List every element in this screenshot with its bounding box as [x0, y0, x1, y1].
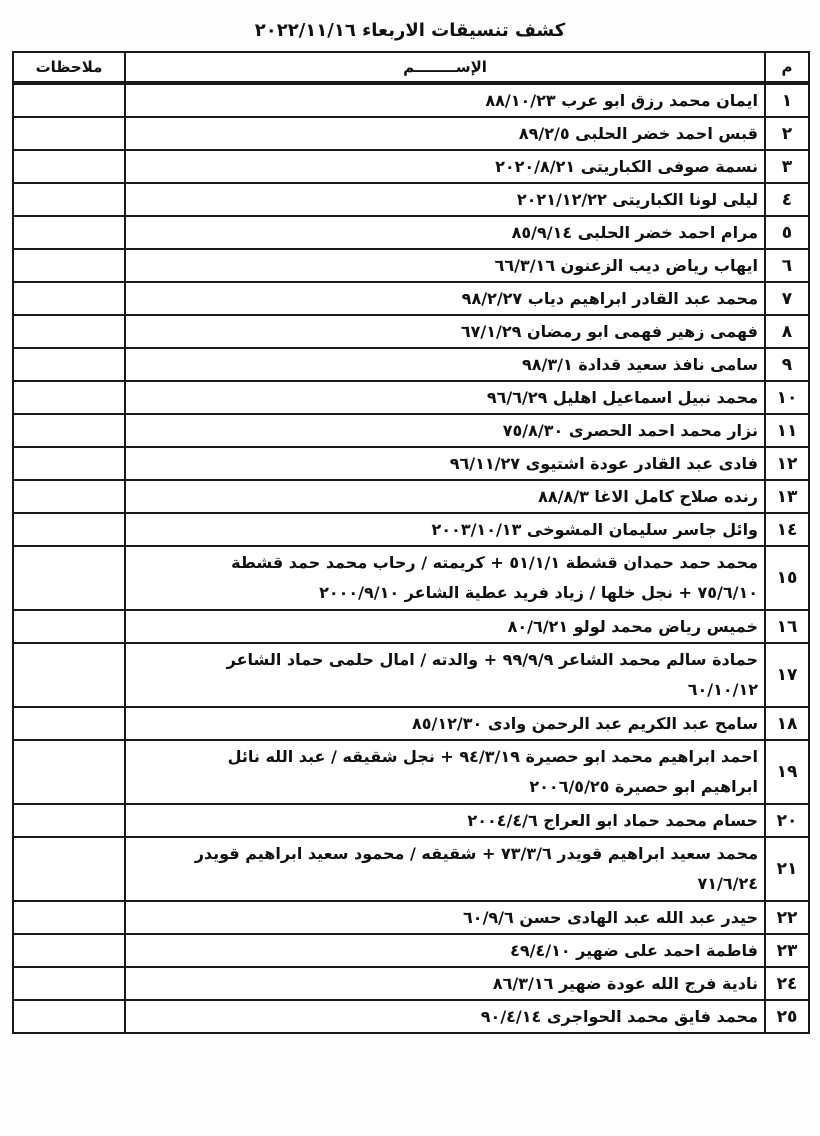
row-number: ٦ [765, 249, 809, 282]
table-row [13, 837, 809, 901]
table-row [13, 216, 809, 249]
row-notes [13, 513, 125, 546]
row-notes [13, 216, 125, 249]
row-number: ٧ [765, 282, 809, 315]
name-line: ايهاب رياض ديب الزعنون ٦٦/٣/١٦ [494, 255, 758, 275]
name-line: ليلى لونا الكباريتى ٢٠٢١/١٢/٢٢ [516, 189, 758, 209]
row-notes [13, 249, 125, 282]
row-name [125, 447, 765, 480]
row-number: ٥ [765, 216, 809, 249]
row-notes [13, 117, 125, 150]
row-notes [13, 315, 125, 348]
table-row [13, 546, 809, 610]
name-line: خميس رياض محمد لولو ٨٠/٦/٢١ [507, 616, 758, 636]
row-notes [13, 348, 125, 381]
row-name [125, 216, 765, 249]
table-row [13, 934, 809, 967]
name-line: ٧١/٦/٢٤ [697, 874, 758, 893]
row-notes [13, 183, 125, 216]
name-line: نسمة صوفى الكباريتى ٢٠٢٠/٨/٢١ [495, 156, 758, 176]
name-line: محمد حمد حمدان قشطة ٥١/١/١ + كريمته / رحاب محمد حمد قشطة [231, 553, 758, 572]
header-notes: ملاحظات [13, 52, 125, 83]
name-line: ابراهيم ابو حصيرة ٢٠٠٦/٥/٢٥ [529, 777, 758, 796]
row-number: ١٣ [765, 480, 809, 513]
name-line: قبس احمد خضر الحلبى ٨٩/٢/٥ [518, 123, 758, 143]
name-line: نادية فرج الله عودة ضهير ٨٦/٣/١٦ [492, 973, 758, 993]
row-number: ٢ [765, 117, 809, 150]
table-row [13, 414, 809, 447]
table-row [13, 447, 809, 480]
row-notes [13, 610, 125, 643]
row-name [125, 150, 765, 183]
row-notes [13, 83, 125, 117]
row-number: ٢٤ [765, 967, 809, 1000]
name-line: محمد عبد القادر ابراهيم دياب ٩٨/٢/٢٧ [461, 288, 758, 308]
row-number: ١٢ [765, 447, 809, 480]
header-name: الإســــــــم [125, 52, 765, 83]
row-name [125, 837, 765, 901]
table-row [13, 150, 809, 183]
table-row [13, 315, 809, 348]
row-name [125, 282, 765, 315]
row-number: ٣ [765, 150, 809, 183]
roster-body [13, 83, 809, 1033]
table-row [13, 967, 809, 1000]
row-number: ٢٥ [765, 1000, 809, 1033]
row-notes [13, 740, 125, 804]
row-name [125, 643, 765, 707]
row-name [125, 804, 765, 837]
name-line: حسام محمد حماد ابو العراج ٢٠٠٤/٤/٦ [467, 810, 758, 830]
table-row [13, 804, 809, 837]
row-number: ٢١ [765, 837, 809, 901]
table-row [13, 740, 809, 804]
row-name [125, 546, 765, 610]
row-name [125, 934, 765, 967]
name-line: محمد فايق محمد الحواجرى ٩٠/٤/١٤ [480, 1006, 758, 1026]
row-name [125, 1000, 765, 1033]
row-number: ١٨ [765, 707, 809, 740]
row-notes [13, 901, 125, 934]
table-row [13, 707, 809, 740]
roster-table [12, 51, 810, 1034]
table-header-row [13, 52, 809, 83]
row-name [125, 707, 765, 740]
table-row [13, 381, 809, 414]
row-number: ١٦ [765, 610, 809, 643]
name-line: فاطمة احمد على ضهير ٤٩/٤/١٠ [510, 940, 758, 960]
name-line: مرام احمد خضر الحلبى ٨٥/٩/١٤ [511, 222, 758, 242]
row-notes [13, 837, 125, 901]
header-number: م [765, 52, 809, 83]
row-number: ١٤ [765, 513, 809, 546]
row-number: ٢٠ [765, 804, 809, 837]
row-name [125, 480, 765, 513]
name-line: حمادة سالم محمد الشاعر ٩٩/٩/٩ + والدته / امال حلمى حماد الشاعر [226, 650, 758, 669]
row-name [125, 610, 765, 643]
row-number: ٩ [765, 348, 809, 381]
row-name [125, 901, 765, 934]
table-row [13, 610, 809, 643]
table-row [13, 117, 809, 150]
name-line: فهمى زهير فهمى ابو رمضان ٦٧/١/٢٩ [460, 321, 758, 341]
table-row [13, 513, 809, 546]
name-line: ٦٠/١٠/١٢ [687, 680, 758, 699]
row-notes [13, 381, 125, 414]
row-notes [13, 480, 125, 513]
row-notes [13, 1000, 125, 1033]
name-line: سامح عبد الكريم عبد الرحمن وادى ٨٥/١٢/٣٠ [412, 713, 758, 733]
row-name [125, 967, 765, 1000]
table-row [13, 643, 809, 707]
name-line: محمد نبيل اسماعيل اهليل ٩٦/٦/٢٩ [486, 387, 758, 407]
row-notes [13, 414, 125, 447]
table-row [13, 282, 809, 315]
row-number: ٢٢ [765, 901, 809, 934]
table-row [13, 183, 809, 216]
row-number: ٤ [765, 183, 809, 216]
row-name [125, 414, 765, 447]
row-notes [13, 967, 125, 1000]
name-line: وائل جاسر سليمان المشوخى ٢٠٠٣/١٠/١٣ [431, 519, 758, 539]
name-line: احمد ابراهيم محمد ابو حصيرة ٩٤/٣/١٩ + نجل شقيقه / عبد الله نائل [227, 747, 758, 766]
table-row [13, 348, 809, 381]
row-notes [13, 643, 125, 707]
row-notes [13, 707, 125, 740]
table-row [13, 83, 809, 117]
name-line: سامى نافذ سعيد قدادة ٩٨/٣/١ [522, 354, 758, 374]
row-notes [13, 282, 125, 315]
row-notes [13, 447, 125, 480]
name-line: حيدر عبد الله عبد الهادى حسن ٦٠/٩/٦ [463, 907, 758, 927]
row-name [125, 183, 765, 216]
row-name [125, 348, 765, 381]
row-name [125, 117, 765, 150]
row-number: ١٠ [765, 381, 809, 414]
table-row [13, 901, 809, 934]
document-title: كشف تنسيقات الاربعاء ٢٠٢٢/١١/١٦ [254, 20, 566, 41]
row-notes [13, 804, 125, 837]
name-line: محمد سعيد ابراهيم قويدر ٧٣/٣/٦ + شقيقه / محمود سعيد ابراهيم قويدر [194, 844, 758, 863]
row-name [125, 249, 765, 282]
row-notes [13, 934, 125, 967]
name-line: رنده صلاح كامل الاغا ٨٨/٨/٣ [538, 486, 758, 506]
table-row [13, 480, 809, 513]
name-line: ٧٥/٦/١٠ + نجل خلها / زياد فريد عطية الشاعر ٢٠٠٠/٩/١٠ [319, 583, 758, 602]
name-line: فادى عبد القادر عودة اشتيوى ٩٦/١١/٢٧ [449, 453, 758, 473]
row-name [125, 740, 765, 804]
row-name [125, 83, 765, 117]
row-number: ١٩ [765, 740, 809, 804]
row-number: ٨ [765, 315, 809, 348]
table-row [13, 1000, 809, 1033]
table-row [13, 249, 809, 282]
row-name [125, 381, 765, 414]
name-line: ايمان محمد رزق ابو عرب ٨٨/١٠/٢٣ [485, 90, 758, 110]
row-name [125, 315, 765, 348]
row-notes [13, 150, 125, 183]
row-number: ١١ [765, 414, 809, 447]
row-number: ١ [765, 83, 809, 117]
row-notes [13, 546, 125, 610]
row-number: ١٧ [765, 643, 809, 707]
name-line: نزار محمد احمد الحصرى ٧٥/٨/٣٠ [502, 420, 758, 440]
row-name [125, 513, 765, 546]
row-number: ٢٣ [765, 934, 809, 967]
row-number: ١٥ [765, 546, 809, 610]
